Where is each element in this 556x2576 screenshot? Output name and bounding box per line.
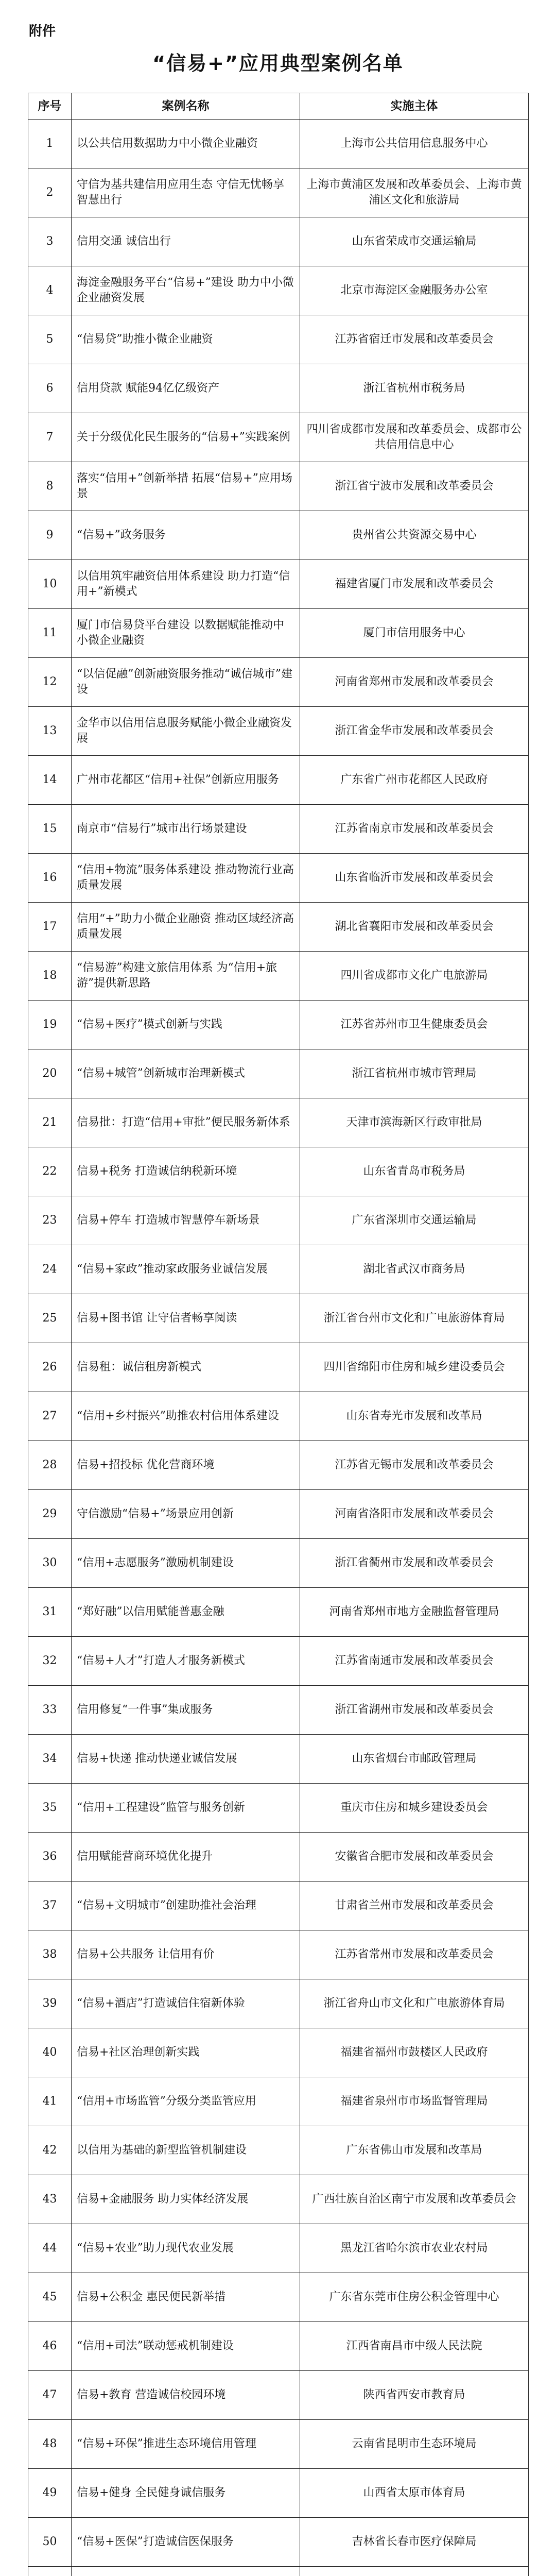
row-number: 31 bbox=[28, 1588, 72, 1637]
implementing-organization: 云南省昆明市生态环境局 bbox=[300, 2420, 529, 2469]
implementing-organization: 浙江省台州市文化和广电旅游体育局 bbox=[300, 1294, 529, 1343]
implementing-organization: 天津市滨海新区行政审批局 bbox=[300, 1098, 529, 1147]
row-number: 49 bbox=[28, 2469, 72, 2518]
row-number: 6 bbox=[28, 364, 72, 413]
implementing-organization: 福建省厦门市发展和改革委员会 bbox=[300, 560, 529, 609]
case-name: 信用贷款 赋能94亿亿级资产 bbox=[72, 364, 300, 413]
table-row bbox=[28, 854, 529, 903]
row-number: 45 bbox=[28, 2273, 72, 2322]
row-number: 24 bbox=[28, 1245, 72, 1294]
case-name: “信用+志愿服务”激励机制建设 bbox=[72, 1539, 300, 1588]
table-row bbox=[28, 1539, 529, 1588]
implementing-organization: 江苏省宿迁市发展和改革委员会 bbox=[300, 315, 529, 364]
row-number: 42 bbox=[28, 2126, 72, 2175]
implementing-organization: 安徽省合肥市发展和改革委员会 bbox=[300, 1833, 529, 1882]
case-name: 以公共信用数据助力中小微企业融资 bbox=[72, 120, 300, 168]
row-number: 16 bbox=[28, 854, 72, 903]
implementing-organization: 黑龙江省哈尔滨市农业农村局 bbox=[300, 2224, 529, 2273]
row-number: 36 bbox=[28, 1833, 72, 1882]
header-number: 序号 bbox=[28, 93, 72, 120]
implementing-organization: 江西省南昌市中级人民法院 bbox=[300, 2322, 529, 2371]
case-name: 厦门市信易贷平台建设 以数据赋能推动中小微企业融资 bbox=[72, 609, 300, 658]
table-row bbox=[28, 1490, 529, 1539]
case-name: “信用+司法”联动惩戒机制建设 bbox=[72, 2322, 300, 2371]
row-number: 8 bbox=[28, 462, 72, 511]
implementing-organization: 陕西省西安市教育局 bbox=[300, 2371, 529, 2420]
implementing-organization: 江苏省苏州市卫生健康委员会 bbox=[300, 1001, 529, 1049]
table-row bbox=[28, 2371, 529, 2420]
implementing-organization: 广东省广州市花都区人民政府 bbox=[300, 756, 529, 805]
case-name: 以信用筑牢融资信用体系建设 助力打造“信用+”新模式 bbox=[72, 560, 300, 609]
row-number: 37 bbox=[28, 1882, 72, 1930]
row-number: 38 bbox=[28, 1930, 72, 1979]
case-name: “信易+文明城市”创建助推社会治理 bbox=[72, 1882, 300, 1930]
case-name: 金华市以信用信息服务赋能小微企业融资发展 bbox=[72, 707, 300, 756]
table-row bbox=[28, 2322, 529, 2371]
row-number: 34 bbox=[28, 1735, 72, 1784]
implementing-organization: 浙江省杭州市税务局 bbox=[300, 364, 529, 413]
row-number: 1 bbox=[28, 120, 72, 168]
table-row bbox=[28, 1979, 529, 2028]
case-name: 信易+健身 全民健身诚信服务 bbox=[72, 2469, 300, 2518]
case-name: 关于分级优化民生服务的“信易+”实践案例 bbox=[72, 413, 300, 462]
case-name: “信易+人才”打造人才服务新模式 bbox=[72, 1637, 300, 1686]
row-number: 32 bbox=[28, 1637, 72, 1686]
case-name: 广州市花都区“信用+社保”创新应用服务 bbox=[72, 756, 300, 805]
row-number: 14 bbox=[28, 756, 72, 805]
table-row bbox=[28, 1930, 529, 1979]
implementing-organization: 重庆市住房和城乡建设委员会 bbox=[300, 1784, 529, 1833]
case-name: 信易租：诚信租房新模式 bbox=[72, 1343, 300, 1392]
table-row bbox=[28, 1245, 529, 1294]
implementing-organization: 上海市黄浦区发展和改革委员会、上海市黄浦区文化和旅游局 bbox=[300, 168, 529, 217]
implementing-organization: 四川省成都市文化广电旅游局 bbox=[300, 952, 529, 1001]
row-number: 18 bbox=[28, 952, 72, 1001]
case-name: 信易+招投标 优化营商环境 bbox=[72, 1441, 300, 1490]
row-number: 9 bbox=[28, 511, 72, 560]
case-name: “信用+乡村振兴”助推农村信用体系建设 bbox=[72, 1392, 300, 1441]
case-name: 信易+教育 营造诚信校园环境 bbox=[72, 2371, 300, 2420]
row-number: 3 bbox=[28, 217, 72, 266]
row-number: 11 bbox=[28, 609, 72, 658]
implementing-organization: 广东省东莞市住房公积金管理中心 bbox=[300, 2273, 529, 2322]
table-row bbox=[28, 462, 529, 511]
implementing-organization: 浙江省杭州市城市管理局 bbox=[300, 1049, 529, 1098]
case-name: 信易+公积金 惠民便民新举措 bbox=[72, 2273, 300, 2322]
table-row bbox=[28, 2567, 529, 2576]
case-name: “信易+医保”打造诚信医保服务 bbox=[72, 2518, 300, 2567]
case-name: 海淀金融服务平台“信易+”建设 助力中小微企业融资发展 bbox=[72, 266, 300, 315]
table-row bbox=[28, 364, 529, 413]
implementing-organization: 山西省太原市体育局 bbox=[300, 2469, 529, 2518]
implementing-organization: 四川省成都市发展和改革委员会、成都市公共信用信息中心 bbox=[300, 413, 529, 462]
implementing-organization: 浙江省舟山市文化和广电旅游体育局 bbox=[300, 1979, 529, 2028]
case-name: “信用+工程建设”监管与服务创新 bbox=[72, 1784, 300, 1833]
row-number: 15 bbox=[28, 805, 72, 854]
table-row bbox=[28, 1001, 529, 1049]
row-number: 29 bbox=[28, 1490, 72, 1539]
implementing-organization: 江苏省南京市发展和改革委员会 bbox=[300, 805, 529, 854]
row-number: 23 bbox=[28, 1196, 72, 1245]
implementing-organization: 山东省寿光市发展和改革局 bbox=[300, 1392, 529, 1441]
table-row bbox=[28, 1735, 529, 1784]
implementing-organization: 浙江省宁波市发展和改革委员会 bbox=[300, 462, 529, 511]
table-row bbox=[28, 609, 529, 658]
case-name: “信用+物流”服务体系建设 推动物流行业高质量发展 bbox=[72, 854, 300, 903]
case-name: “信易+环保”推进生态环境信用管理 bbox=[72, 2420, 300, 2469]
table-row bbox=[28, 315, 529, 364]
row-number: 2 bbox=[28, 168, 72, 217]
table-row bbox=[28, 903, 529, 952]
header-organization: 实施主体 bbox=[300, 93, 529, 120]
case-name: “以信促融”创新融资服务推动“诚信城市”建设 bbox=[72, 658, 300, 707]
table-row bbox=[28, 1343, 529, 1392]
case-name: 南京市“信易行”城市出行场景建设 bbox=[72, 805, 300, 854]
row-number: 30 bbox=[28, 1539, 72, 1588]
table-row bbox=[28, 1686, 529, 1735]
row-number: 17 bbox=[28, 903, 72, 952]
case-name: 以信用为基础的新型监管机制建设 bbox=[72, 2126, 300, 2175]
header-case-name: 案例名称 bbox=[72, 93, 300, 120]
implementing-organization: 厦门市信用服务中心 bbox=[300, 609, 529, 658]
row-number: 28 bbox=[28, 1441, 72, 1490]
table-row bbox=[28, 1882, 529, 1930]
row-number: 5 bbox=[28, 315, 72, 364]
case-name: 信易+图书馆 让守信者畅享阅读 bbox=[72, 1294, 300, 1343]
implementing-organization: 浙江省金华市发展和改革委员会 bbox=[300, 707, 529, 756]
implementing-organization: 山东省荣成市交通运输局 bbox=[300, 217, 529, 266]
table-row bbox=[28, 266, 529, 315]
row-number: 22 bbox=[28, 1147, 72, 1196]
row-number: 21 bbox=[28, 1098, 72, 1147]
row-number: 20 bbox=[28, 1049, 72, 1098]
row-number: 25 bbox=[28, 1294, 72, 1343]
case-name bbox=[72, 2567, 300, 2576]
table-row bbox=[28, 707, 529, 756]
table-row bbox=[28, 1098, 529, 1147]
case-name: 信易+社区治理创新实践 bbox=[72, 2028, 300, 2077]
row-number: 12 bbox=[28, 658, 72, 707]
case-name: 信易+金融服务 助力实体经济发展 bbox=[72, 2175, 300, 2224]
case-name: 信易+快递 推动快递业诚信发展 bbox=[72, 1735, 300, 1784]
row-number: 48 bbox=[28, 2420, 72, 2469]
implementing-organization: 四川省绵阳市住房和城乡建设委员会 bbox=[300, 1343, 529, 1392]
table-row bbox=[28, 2175, 529, 2224]
implementing-organization bbox=[300, 2567, 529, 2576]
case-name: “信易游”构建文旅信用体系 为“信用+旅游”提供新思路 bbox=[72, 952, 300, 1001]
implementing-organization: 甘肃省兰州市发展和改革委员会 bbox=[300, 1882, 529, 1930]
table-row bbox=[28, 413, 529, 462]
table-row bbox=[28, 120, 529, 168]
table-row bbox=[28, 168, 529, 217]
implementing-organization: 广东省佛山市发展和改革局 bbox=[300, 2126, 529, 2175]
implementing-organization: 山东省临沂市发展和改革委员会 bbox=[300, 854, 529, 903]
implementing-organization: 广东省深圳市交通运输局 bbox=[300, 1196, 529, 1245]
row-number: 19 bbox=[28, 1001, 72, 1049]
case-name: 信易+公共服务 让信用有价 bbox=[72, 1930, 300, 1979]
table-row bbox=[28, 2224, 529, 2273]
implementing-organization: 福建省福州市鼓楼区人民政府 bbox=[300, 2028, 529, 2077]
implementing-organization: 北京市海淀区金融服务办公室 bbox=[300, 266, 529, 315]
implementing-organization: 上海市公共信用信息服务中心 bbox=[300, 120, 529, 168]
table-row bbox=[28, 1049, 529, 1098]
row-number: 10 bbox=[28, 560, 72, 609]
implementing-organization: 山东省青岛市税务局 bbox=[300, 1147, 529, 1196]
case-name: “信易+农业”助力现代农业发展 bbox=[72, 2224, 300, 2273]
table-row bbox=[28, 1392, 529, 1441]
table-row bbox=[28, 2420, 529, 2469]
table-row bbox=[28, 658, 529, 707]
row-number: 50 bbox=[28, 2518, 72, 2567]
row-number: 39 bbox=[28, 1979, 72, 2028]
case-name: “信易+酒店”打造诚信住宿新体验 bbox=[72, 1979, 300, 2028]
implementing-organization: 福建省泉州市市场监督管理局 bbox=[300, 2077, 529, 2126]
table-row bbox=[28, 560, 529, 609]
table-header-row bbox=[28, 93, 529, 120]
table-row bbox=[28, 2077, 529, 2126]
row-number: 35 bbox=[28, 1784, 72, 1833]
case-name: “郑好融”以信用赋能普惠金融 bbox=[72, 1588, 300, 1637]
row-number: 46 bbox=[28, 2322, 72, 2371]
case-name: “信易+医疗”模式创新与实践 bbox=[72, 1001, 300, 1049]
row-number: 27 bbox=[28, 1392, 72, 1441]
case-name: 落实“信用+”创新举措 拓展“信易+”应用场景 bbox=[72, 462, 300, 511]
table-row bbox=[28, 217, 529, 266]
row-number: 40 bbox=[28, 2028, 72, 2077]
table-row bbox=[28, 1441, 529, 1490]
implementing-organization: 浙江省衢州市发展和改革委员会 bbox=[300, 1539, 529, 1588]
implementing-organization: 河南省郑州市发展和改革委员会 bbox=[300, 658, 529, 707]
table-row bbox=[28, 756, 529, 805]
table-row bbox=[28, 1588, 529, 1637]
row-number: 33 bbox=[28, 1686, 72, 1735]
table-row bbox=[28, 2126, 529, 2175]
case-name: 信用交通 诚信出行 bbox=[72, 217, 300, 266]
case-name: “信易+城管”创新城市治理新模式 bbox=[72, 1049, 300, 1098]
table-row bbox=[28, 1833, 529, 1882]
implementing-organization: 江苏省无锡市发展和改革委员会 bbox=[300, 1441, 529, 1490]
implementing-organization: 江苏省常州市发展和改革委员会 bbox=[300, 1930, 529, 1979]
row-number: 41 bbox=[28, 2077, 72, 2126]
row-number: 43 bbox=[28, 2175, 72, 2224]
row-number: 4 bbox=[28, 266, 72, 315]
implementing-organization: 吉林省长春市医疗保障局 bbox=[300, 2518, 529, 2567]
implementing-organization: 山东省烟台市邮政管理局 bbox=[300, 1735, 529, 1784]
table-row bbox=[28, 2518, 529, 2567]
row-number: 44 bbox=[28, 2224, 72, 2273]
table-row bbox=[28, 511, 529, 560]
case-name: 信用修复“一件事”集成服务 bbox=[72, 1686, 300, 1735]
case-name: 信用“+”助力小微企业融资 推动区域经济高质量发展 bbox=[72, 903, 300, 952]
table-row bbox=[28, 1147, 529, 1196]
implementing-organization: 浙江省湖州市发展和改革委员会 bbox=[300, 1686, 529, 1735]
row-number: 13 bbox=[28, 707, 72, 756]
case-name: 信用赋能营商环境优化提升 bbox=[72, 1833, 300, 1882]
table-row bbox=[28, 2273, 529, 2322]
implementing-organization: 河南省郑州市地方金融监督管理局 bbox=[300, 1588, 529, 1637]
case-name: “信易+”政务服务 bbox=[72, 511, 300, 560]
row-number bbox=[28, 2567, 72, 2576]
row-number: 7 bbox=[28, 413, 72, 462]
implementing-organization: 江苏省南通市发展和改革委员会 bbox=[300, 1637, 529, 1686]
case-name: “信易贷”助推小微企业融资 bbox=[72, 315, 300, 364]
case-name: 守信激励“信易+”场景应用创新 bbox=[72, 1490, 300, 1539]
attachment-label: 附件 bbox=[29, 24, 56, 39]
implementing-organization: 河南省洛阳市发展和改革委员会 bbox=[300, 1490, 529, 1539]
table-row bbox=[28, 2469, 529, 2518]
case-table bbox=[28, 93, 529, 2576]
case-name: 信易批：打造“信用+审批”便民服务新体系 bbox=[72, 1098, 300, 1147]
case-name: 信易+停车 打造城市智慧停车新场景 bbox=[72, 1196, 300, 1245]
row-number: 26 bbox=[28, 1343, 72, 1392]
case-name: “信用+市场监管”分级分类监管应用 bbox=[72, 2077, 300, 2126]
implementing-organization: 贵州省公共资源交易中心 bbox=[300, 511, 529, 560]
table-row bbox=[28, 1784, 529, 1833]
table-row bbox=[28, 952, 529, 1001]
implementing-organization: 湖北省襄阳市发展和改革委员会 bbox=[300, 903, 529, 952]
implementing-organization: 湖北省武汉市商务局 bbox=[300, 1245, 529, 1294]
case-name: 守信为基共建信用应用生态 守信无忧畅享智慧出行 bbox=[72, 168, 300, 217]
row-number: 47 bbox=[28, 2371, 72, 2420]
case-name: 信易+税务 打造诚信纳税新环境 bbox=[72, 1147, 300, 1196]
table-row bbox=[28, 1637, 529, 1686]
table-row bbox=[28, 805, 529, 854]
table-row bbox=[28, 1196, 529, 1245]
page-title: “信易+”应用典型案例名单 bbox=[152, 52, 404, 75]
table-row bbox=[28, 1294, 529, 1343]
case-name: “信易+家政”推动家政服务业诚信发展 bbox=[72, 1245, 300, 1294]
table-row bbox=[28, 2028, 529, 2077]
implementing-organization: 广西壮族自治区南宁市发展和改革委员会 bbox=[300, 2175, 529, 2224]
